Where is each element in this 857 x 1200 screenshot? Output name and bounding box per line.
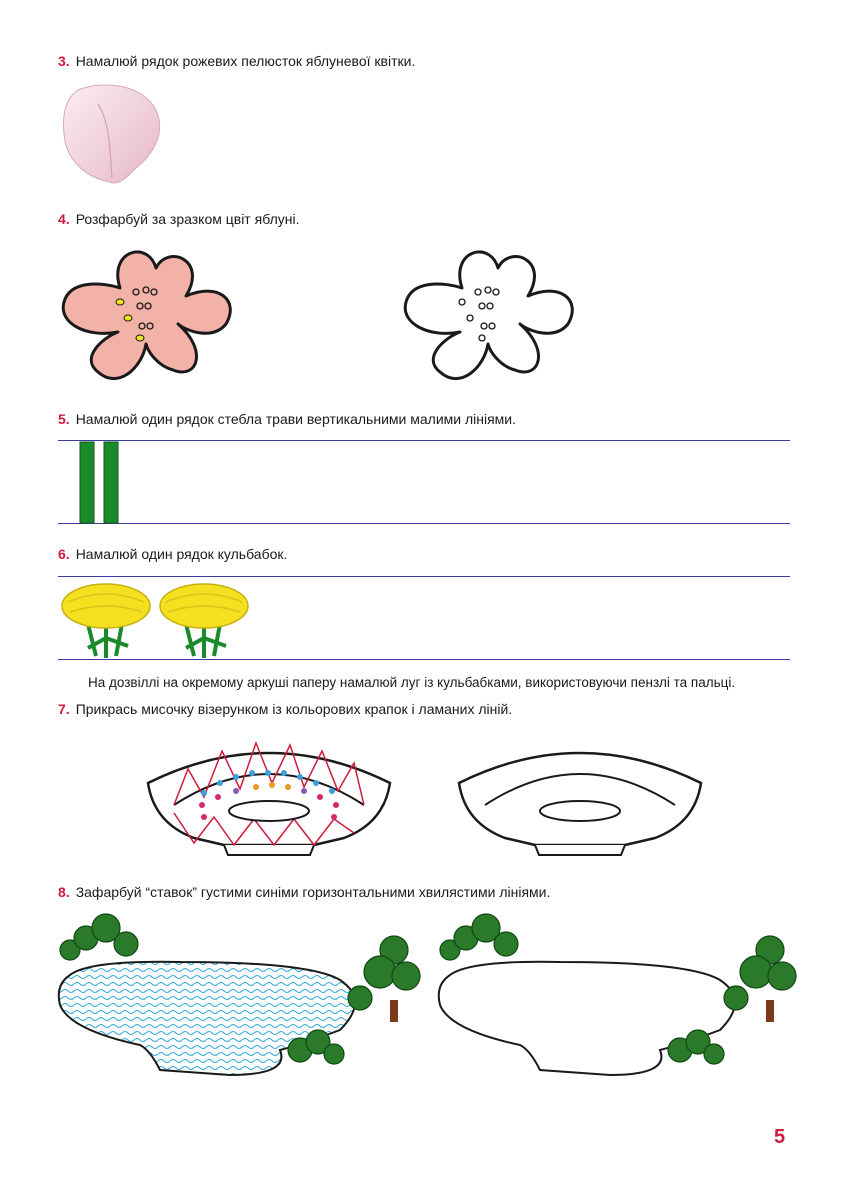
page-number: 5 — [774, 1126, 786, 1148]
bush-icon — [60, 914, 138, 960]
task-text: Намалюй один рядок кульбабок. — [75, 546, 288, 562]
apple-blossom-sample — [58, 240, 238, 385]
grass-stem — [80, 442, 94, 523]
task-number: 8. — [58, 884, 70, 900]
dandelion-icon — [160, 584, 248, 658]
task-number: 4. — [58, 211, 70, 227]
grass-writing-area[interactable] — [58, 440, 790, 523]
dandelion-icon — [62, 584, 150, 658]
task-5 — [58, 411, 516, 427]
task-3 — [58, 53, 415, 69]
task-text: Зафарбуй “ставок” густими синіми горизонтальними хвилястими лініями. — [75, 884, 551, 900]
task-number: 7. — [58, 701, 70, 717]
bush-icon — [440, 914, 518, 960]
task-8 — [58, 884, 550, 900]
task-text: Прикрась мисочку візерунком із кольорових крапок і ламаних ліній. — [75, 701, 513, 717]
pond-sample — [50, 910, 420, 1085]
task-text: Розфарбуй за зразком цвіт яблуні. — [75, 211, 300, 227]
bowl-sample — [144, 733, 394, 858]
task-number: 6. — [58, 546, 70, 562]
bowl-outline[interactable] — [455, 733, 705, 858]
task-7 — [58, 701, 512, 717]
task-6 — [58, 546, 287, 562]
task-number: 5. — [58, 411, 70, 427]
petal-sample-image — [58, 82, 168, 187]
task-text: Намалюй рядок рожевих пелюсток яблуневої квітки. — [75, 53, 416, 69]
pond-outline[interactable] — [430, 910, 800, 1085]
task-number: 3. — [58, 53, 70, 69]
task-4 — [58, 211, 299, 227]
writing-line-bottom — [58, 659, 790, 660]
apple-blossom-outline[interactable] — [400, 240, 580, 385]
tree-icon — [724, 936, 796, 1022]
leisure-note: На дозвіллі на окремому аркуші паперу намалюй луг із кульбабками, використовуючи пензлі та пальці. — [88, 675, 736, 690]
tree-icon — [348, 936, 420, 1022]
dandelion-writing-area[interactable] — [58, 576, 790, 659]
task-text: Намалюй один рядок стебла трави вертикальними малими лініями. — [75, 411, 517, 427]
writing-line-bottom — [58, 523, 790, 524]
grass-stem — [104, 442, 118, 523]
